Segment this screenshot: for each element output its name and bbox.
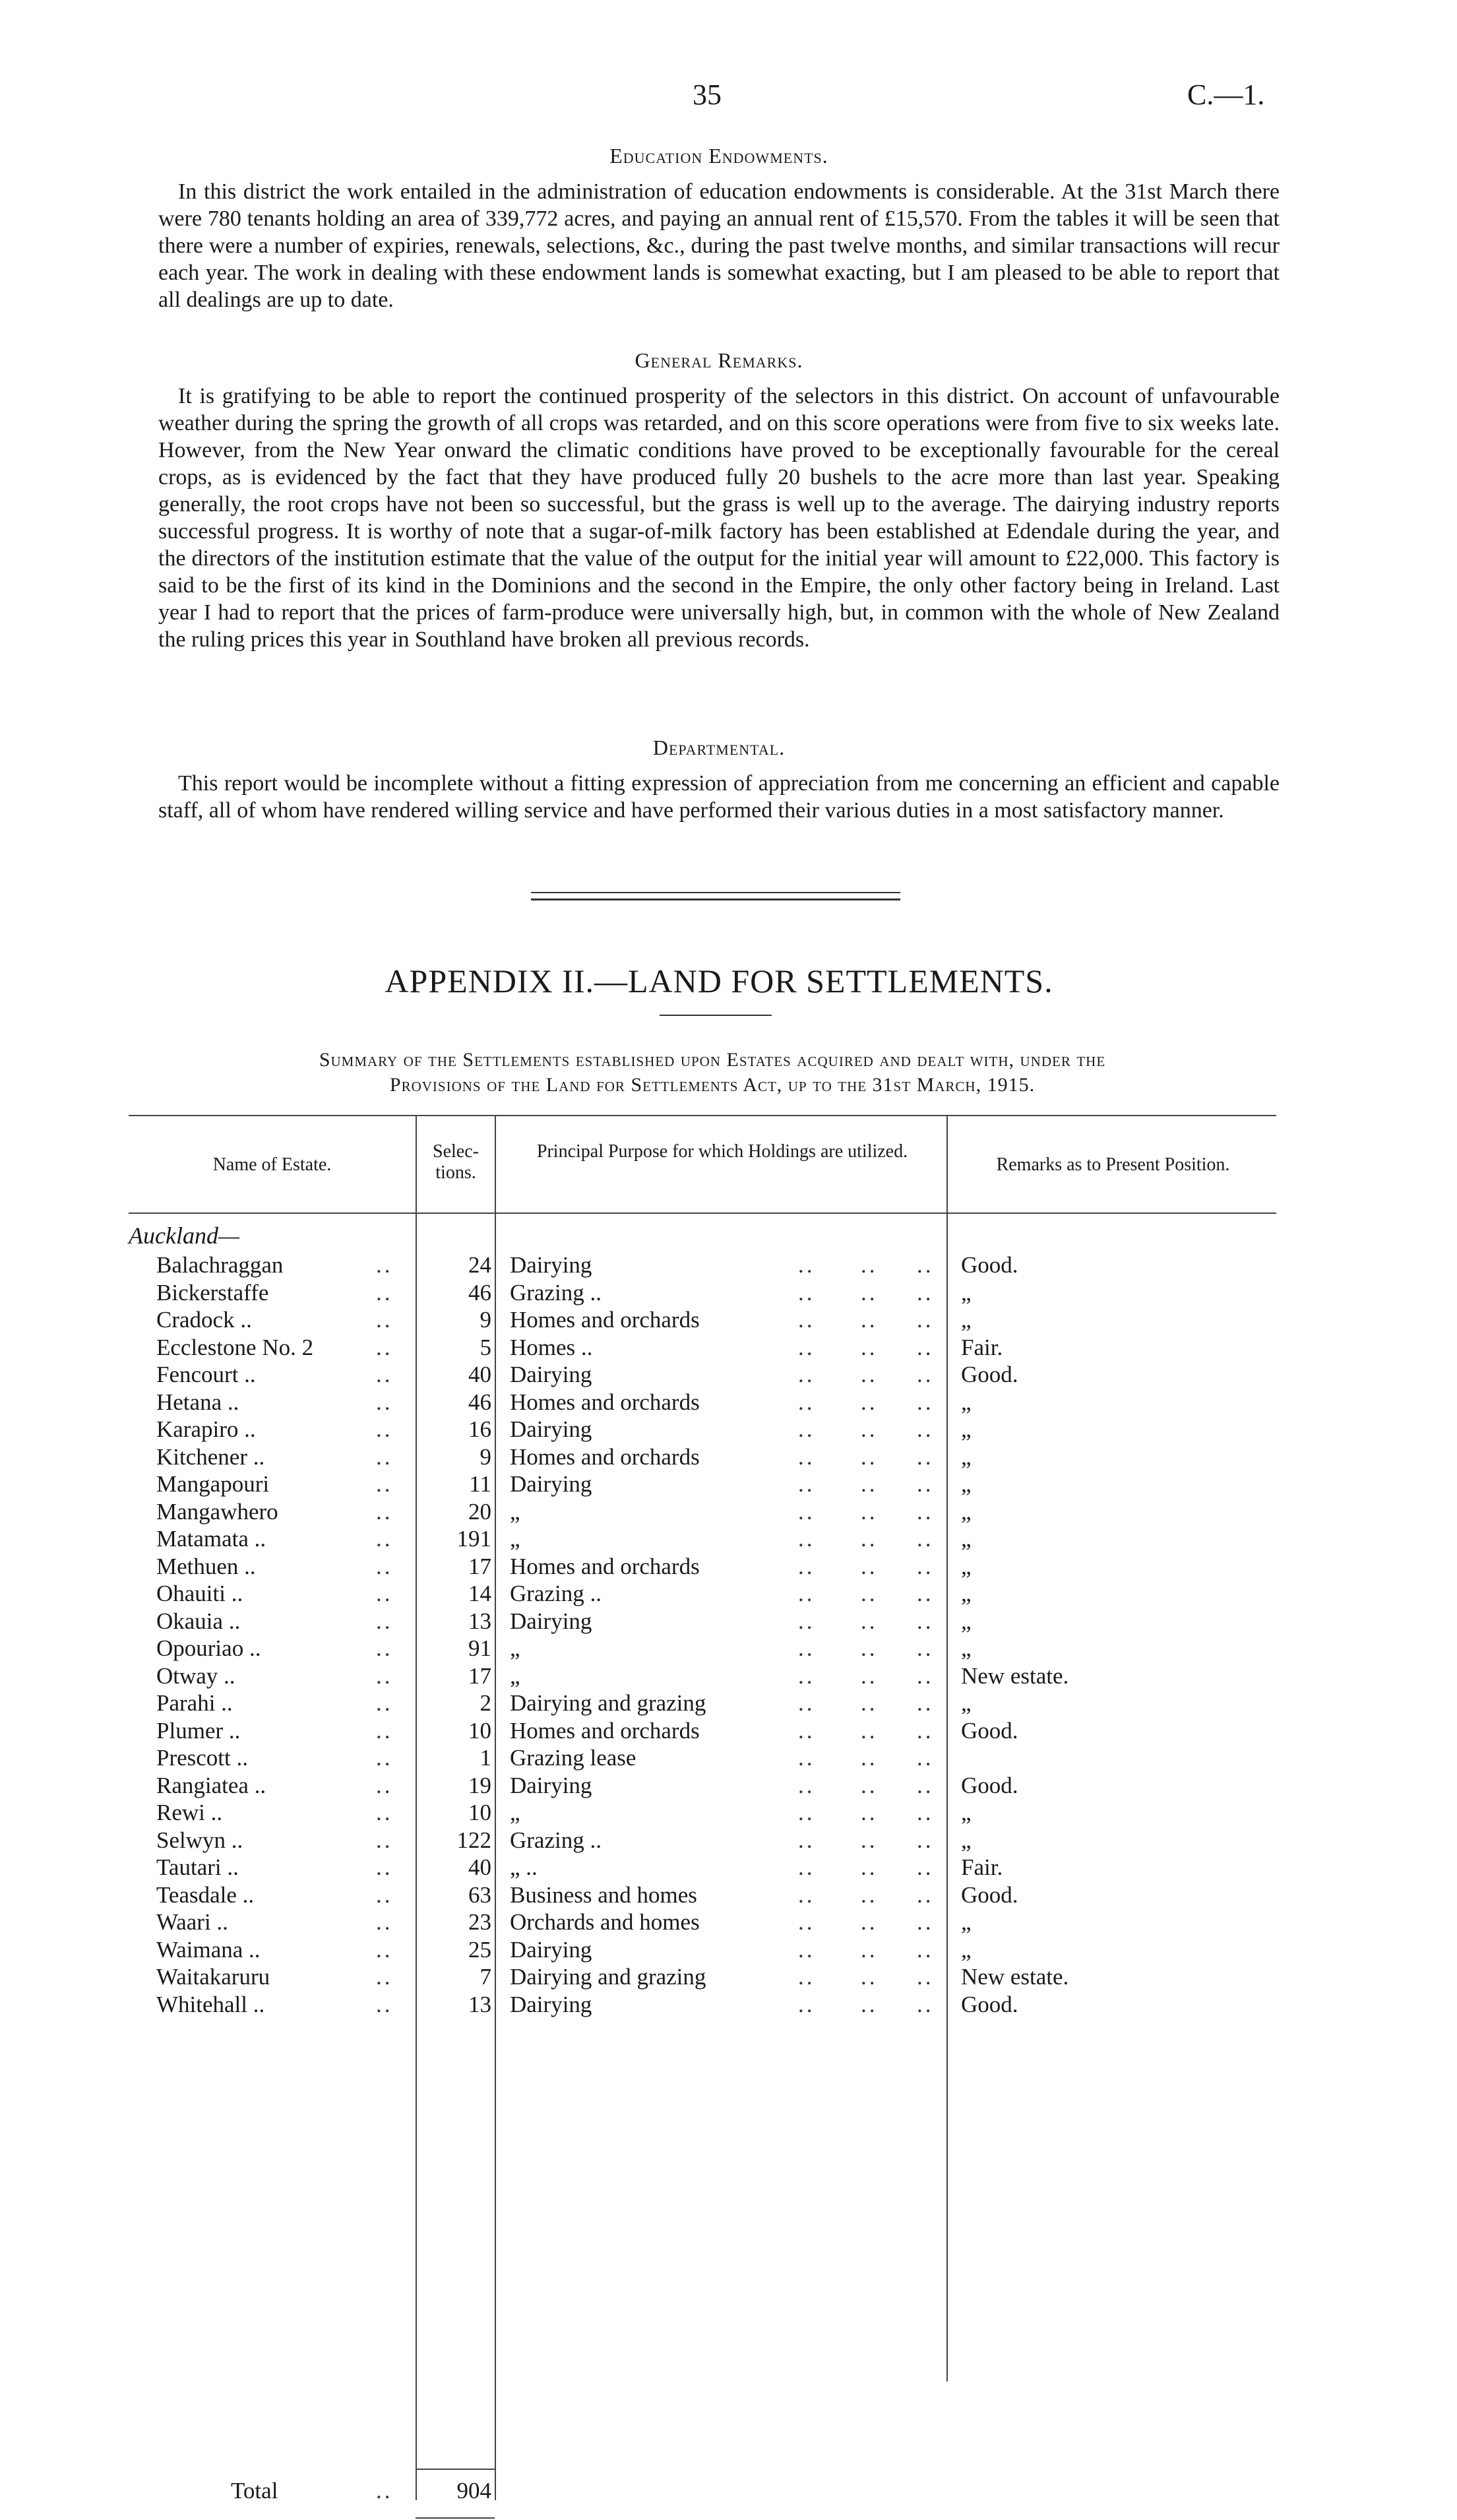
leader-dots: .. [917,1581,934,1606]
remarks: „ [961,1279,972,1306]
leader-dots: .. [376,1498,393,1525]
departmental-paragraph: This report would be incomplete without a fitting expression of appreciation from me concerning an efficient and capable staff, all of whom have rendered willing service and have performed their various duties in a most satisfactory manner. [158,771,1280,823]
leader-dots: .. [376,1252,393,1278]
selections-count: 122 [456,1827,491,1853]
table-row [129,1827,1276,1854]
leader-dots: .. [861,1662,878,1689]
leader-dots: .. [861,1526,878,1552]
remarks: „ [961,1416,972,1442]
leader-dots: .. [376,1553,393,1579]
principal-purpose: Dairying [510,1772,592,1798]
principal-purpose: Dairying and grazing [510,1964,706,1990]
principal-purpose: „ [510,1662,520,1689]
estate-name: Matamata .. [156,1526,266,1552]
table-row [129,1554,1276,1580]
leader-dots: .. [376,1936,393,1963]
leader-dots: .. [917,1498,934,1525]
principal-purpose: Grazing .. [510,1279,602,1306]
leader-dots: .. [376,1991,393,2017]
header-selections: Selec- tions. [433,1141,479,1183]
selections-count: 9 [480,1443,491,1470]
leader-dots: .. [376,1307,393,1333]
leader-dots: .. [798,1252,815,1278]
leader-dots: .. [376,1964,393,1990]
estate-name: Waari .. [156,1909,228,1935]
remarks: „ [961,1443,972,1470]
principal-purpose: Dairying [510,1608,592,1634]
estate-name: Okauia .. [156,1608,241,1634]
leader-dots: .. [798,1553,815,1579]
total-value: 904 [456,2478,491,2504]
table-row [129,1937,1276,1963]
remarks: „ [961,1526,972,1552]
estate-name: Opouriao .. [156,1635,261,1661]
principal-purpose: Homes and orchards [510,1553,700,1579]
leader-dots: .. [798,1772,815,1798]
selections-count: 23 [468,1909,491,1935]
table-row [129,1663,1276,1689]
remarks: „ [961,1690,972,1716]
leader-dots: .. [861,1471,878,1497]
estate-name: Hetana .. [156,1389,239,1415]
settlements-table [129,1115,1276,2520]
principal-purpose: Dairying [510,1991,592,2017]
general-paragraph: It is gratifying to be able to report the continued prosperity of the selectors in this district. On account of unfavourable weather during the spring the growth of all crops was retarded, and on this score operations were from five to six weeks late. However, from the New Year onward the climatic conditions have proved to be exceptionally favourable for the cereal crops, as is evidenced by the fact that they have produced fully 20 bushels to the acre more than last year. Speaking generally, the root crops have not been so successful, but the grass is well up to the average. The dairying industry reports successful progress. It is worthy of note that a sugar-of-milk factory has been established at Edendale during the year, and the directors of the institution estimate that the value of the output for the initial year will amount to £22,000. This factory is said to be the first of its kind in the Dominions and the second in the Empire, the only other factory being in Ireland. Last year I had to report that the prices of farm-produce were universally high, but, in common with the whole of New Zealand the ruling prices this year in Southland have broken all previous records. [158,384,1280,652]
leader-dots: .. [798,1690,815,1716]
leader-dots: .. [917,1526,934,1552]
document-reference: C.—1. [1187,79,1265,111]
leader-dots: .. [917,1909,934,1935]
remarks: „ [961,1498,972,1525]
selections-count: 17 [468,1553,491,1579]
remarks: Fair. [961,1854,1003,1880]
table-row [129,1252,1276,1278]
leader-dots: .. [861,1635,878,1661]
leader-dots: .. [376,1389,393,1415]
leader-dots: .. [917,1800,934,1825]
leader-dots: .. [861,1800,878,1825]
leader-dots: .. [798,1389,815,1415]
general-heading: General Remarks. [635,348,803,372]
selections-count: 2 [480,1690,491,1716]
leader-dots: .. [376,1635,393,1661]
estate-name: Selwyn .. [156,1827,243,1853]
leader-dots: .. [861,1443,878,1470]
leader-dots: .. [376,1416,393,1442]
estate-name: Otway .. [156,1662,235,1689]
remarks: „ [961,1307,972,1333]
leader-dots: .. [917,1854,934,1880]
leader-dots: .. [376,1581,393,1606]
estate-name: Balachraggan [156,1252,284,1278]
appendix-title-rule [660,1015,772,1016]
table-row [129,1882,1276,1908]
estate-name: Cradock .. [156,1307,252,1333]
education-paragraph: In this district the work entailed in the administration of education endowments is considerable. At the 31st March there were 780 tenants holding an area of 339,772 acres, and paying an annual rent of £15,570. From the tables it will be seen that there were a number of expiries, renewals, selections, &c., during the past twelve months, and similar transactions will recur each year. The work in dealing with these endowment lands is somewhat exacting, but I am pleased to be able to report that all dealings are up to date. [158,179,1280,312]
region-label: Auckland— [129,1222,239,1249]
leader-dots: .. [376,1690,393,1716]
summary-line-1: Summary of the Settlements established upon Estates acquired and dealt with, under the [319,1049,1106,1071]
leader-dots: .. [861,1553,878,1579]
leader-dots: .. [861,1991,878,2017]
leader-dots: .. [861,1772,878,1798]
estate-name: Rangiatea .. [156,1772,266,1798]
leader-dots: .. [917,1252,934,1278]
estate-name: Methuen .. [156,1553,256,1579]
table-top-rule [129,1115,1276,1116]
table-row [129,1690,1276,1717]
leader-dots: .. [861,1881,878,1908]
remarks: „ [961,1389,972,1415]
leader-dots: .. [861,1307,878,1333]
table-row [129,1992,1276,2018]
leader-dots: .. [917,1279,934,1306]
leader-dots: .. [917,1635,934,1661]
estate-name: Waitakaruru [156,1964,270,1990]
leader-dots: .. [861,1608,878,1634]
selections-count: 13 [468,1608,491,1634]
estate-name: Ohauiti .. [156,1581,243,1606]
remarks: New estate. [961,1964,1069,1990]
total-lower-rule [416,2517,495,2519]
leader-dots: .. [917,1717,934,1744]
leader-dots: .. [798,1471,815,1497]
selections-count: 46 [468,1389,491,1415]
header-principal-purpose: Principal Purpose for which Holdings are utilized. [536,1141,908,1162]
header-name-of-estate: Name of Estate. [212,1154,332,1175]
total-label: Total [231,2478,278,2504]
principal-purpose: Grazing lease [510,1745,636,1771]
table-row [129,1854,1276,1881]
principal-purpose: Dairying [510,1252,592,1278]
selections-count: 14 [468,1581,491,1606]
leader-dots: .. [798,1717,815,1744]
leader-dots: .. [861,1909,878,1935]
estate-name: Prescott .. [156,1745,249,1771]
leader-dots: .. [798,1416,815,1442]
leader-dots: .. [917,1553,934,1579]
leader-dots: .. [798,1991,815,2017]
estate-name: Fencourt .. [156,1362,256,1387]
table-row [129,1581,1276,1607]
leader-dots: .. [917,1772,934,1798]
selections-count: 191 [456,1526,491,1552]
remarks: „ [961,1635,972,1661]
section-divider-bottom [531,898,900,900]
leader-dots: .. [376,1827,393,1853]
remarks: Good. [961,1772,1018,1798]
table-row [129,1389,1276,1416]
leader-dots: .. [861,1252,878,1278]
selections-count: 40 [468,1362,491,1387]
remarks: „ [961,1553,972,1579]
leader-dots: .. [917,1745,934,1771]
selections-count: 7 [480,1964,491,1990]
principal-purpose: Dairying [510,1936,592,1963]
principal-purpose: Grazing .. [510,1581,602,1606]
selections-count: 11 [469,1471,491,1497]
table-row [129,1526,1276,1552]
remarks: „ [961,1936,972,1963]
leader-dots: .. [798,1443,815,1470]
leader-dots: .. [861,1854,878,1880]
estate-name: Whitehall .. [156,1991,265,2017]
estate-name: Kitchener .. [156,1443,265,1470]
leader-dots: .. [917,1690,934,1716]
selections-count: 10 [468,1717,491,1744]
principal-purpose: „ [510,1498,520,1525]
table-row [129,1471,1276,1497]
selections-count: 46 [468,1279,491,1306]
leader-dots: .. [376,1362,393,1387]
selections-count: 24 [468,1252,491,1278]
remarks: „ [961,1608,972,1634]
leader-dots: .. [798,1581,815,1606]
estate-name: Karapiro .. [156,1416,256,1442]
remarks: Fair. [961,1334,1003,1360]
remarks: „ [961,1909,972,1935]
leader-dots: .. [376,1608,393,1634]
leader-dots: .. [798,1498,815,1525]
principal-purpose: Dairying [510,1362,592,1387]
leader-dots: .. [798,1936,815,1963]
estate-name: Teasdale .. [156,1881,255,1908]
total-row [129,2476,1276,2505]
header-remarks: Remarks as to Present Position. [996,1154,1230,1175]
leader-dots: .. [861,1717,878,1744]
leader-dots: .. [376,1854,393,1880]
leader-dots: .. [376,1662,393,1689]
table-row [129,1307,1276,1333]
estate-name: Parahi .. [156,1690,233,1716]
selections-count: 1 [480,1745,491,1771]
leader-dots: .. [917,1416,934,1442]
remarks: „ [961,1581,972,1606]
leader-dots: .. [376,1279,393,1306]
remarks: Good. [961,1881,1018,1908]
remarks: New estate. [961,1662,1069,1689]
leader-dots: .. [798,1334,815,1360]
principal-purpose: Homes and orchards [510,1443,700,1470]
section-divider-top [531,892,900,893]
table-row [129,1444,1276,1470]
principal-purpose: Dairying [510,1416,592,1442]
table-row [129,1499,1276,1525]
leader-dots: .. [917,1443,934,1470]
leader-dots: .. [376,1745,393,1771]
selections-count: 9 [480,1307,491,1333]
leader-dots: .. [798,1745,815,1771]
leader-dots: .. [798,1635,815,1661]
leader-dots: .. [798,1362,815,1387]
summary-line-2: Provisions of the Land for Settlements Act, up to the 31st March, 1915. [389,1074,1036,1096]
principal-purpose: Homes .. [510,1334,593,1360]
leader-dots: .. [798,1854,815,1880]
leader-dots: .. [861,1362,878,1387]
leader-dots: .. [376,1717,393,1744]
table-row [129,1635,1276,1662]
leader-dots: .. [376,1526,393,1552]
leader-dots: .. [798,1881,815,1908]
selections-count: 63 [468,1881,491,1908]
leader-dots: .. [376,1772,393,1798]
table-row [129,1608,1276,1635]
leader-dots: .. [798,1909,815,1935]
leader-dots: .. [917,1334,934,1360]
selections-count: 5 [480,1334,491,1360]
leader-dots: .. [861,1690,878,1716]
leader-dots: .. [861,1334,878,1360]
estate-name: Mangapouri [156,1471,270,1497]
principal-purpose: Business and homes [510,1881,697,1908]
departmental-heading: Departmental. [652,736,786,759]
estate-name: Waimana .. [156,1936,261,1963]
table-row [129,1964,1276,1990]
leader-dots: .. [917,1389,934,1415]
remarks: „ [961,1827,972,1853]
estate-name: Ecclestone No. 2 [156,1334,314,1360]
leader-dots: .. [917,1964,934,1990]
selections-count: 17 [468,1662,491,1689]
table-row [129,1335,1276,1361]
estate-name: Rewi .. [156,1800,223,1825]
principal-purpose: Dairying [510,1471,592,1497]
leader-dots: .. [917,1362,934,1387]
principal-purpose: „ [510,1800,520,1825]
remarks: Good. [961,1717,1018,1744]
leader-dots: .. [861,1498,878,1525]
page-number: 35 [693,79,722,111]
principal-purpose: Homes and orchards [510,1717,700,1744]
remarks: Good. [961,1991,1018,2017]
leader-dots: .. [798,1608,815,1634]
leader-dots: .. [861,1936,878,1963]
selections-count: 91 [468,1635,491,1661]
leader-dots: .. [861,1581,878,1606]
table-row [129,1773,1276,1799]
principal-purpose: „ [510,1526,520,1552]
table-row [129,1718,1276,1744]
appendix-title: APPENDIX II.—LAND FOR SETTLEMENTS. [385,962,1053,999]
leader-dots: .. [376,1334,393,1360]
table-row [129,1909,1276,1936]
principal-purpose: Homes and orchards [510,1389,700,1415]
leader-dots: .. [917,1827,934,1853]
leader-dots: .. [798,1800,815,1825]
total-upper-rule [416,2469,495,2470]
leader-dots: .. [798,1526,815,1552]
estate-name: Tautari .. [156,1854,239,1880]
leader-dots: .. [917,1936,934,1963]
selections-count: 16 [468,1416,491,1442]
leader-dots: .. [917,1471,934,1497]
remarks: Good. [961,1252,1018,1278]
leader-dots: .. [798,1827,815,1853]
leader-dots: .. [798,1279,815,1306]
principal-purpose: „ .. [510,1854,538,1880]
table-row [129,1416,1276,1443]
selections-count: 40 [468,1854,491,1880]
selections-count: 13 [468,1991,491,2017]
principal-purpose: Dairying and grazing [510,1690,706,1716]
table-header-rule [129,1213,1276,1214]
leader-dots: .. [376,1800,393,1825]
leader-dots: .. [861,1745,878,1771]
leader-dots: .. [861,1964,878,1990]
leader-dots: .. [798,1307,815,1333]
estate-name: Plumer .. [156,1717,241,1744]
leader-dots: .. [376,1443,393,1470]
estate-name: Mangawhero [156,1498,278,1525]
estate-name: Bickerstaffe [156,1279,269,1306]
leader-dots: .. [861,1416,878,1442]
leader-dots: .. [798,1662,815,1689]
leader-dots: .. [376,1909,393,1935]
leader-dots: .. [917,1307,934,1333]
selections-count: 25 [468,1936,491,1963]
leader-dots: .. [798,1964,815,1990]
selections-count: 20 [468,1498,491,1525]
remarks: Good. [961,1362,1018,1387]
education-heading: Education Endowments. [609,144,828,168]
principal-purpose: Homes and orchards [510,1307,700,1333]
table-row [129,1745,1276,1771]
table-row [129,1362,1276,1388]
selections-count: 10 [468,1800,491,1825]
principal-purpose: Grazing .. [510,1827,602,1853]
leader-dots: .. [861,1827,878,1853]
table-row [129,1800,1276,1826]
total-leader-dots: .. [376,2478,393,2504]
principal-purpose: „ [510,1635,520,1661]
leader-dots: .. [861,1389,878,1415]
remarks: „ [961,1800,972,1825]
remarks: „ [961,1471,972,1497]
leader-dots: .. [917,1881,934,1908]
leader-dots: .. [917,1662,934,1689]
leader-dots: .. [917,1608,934,1634]
table-row [129,1280,1276,1306]
appendix-summary [132,1048,1293,1098]
leader-dots: .. [917,1991,934,2017]
selections-count: 19 [468,1772,491,1798]
leader-dots: .. [861,1279,878,1306]
leader-dots: .. [376,1471,393,1497]
principal-purpose: Orchards and homes [510,1909,700,1935]
leader-dots: .. [376,1881,393,1908]
